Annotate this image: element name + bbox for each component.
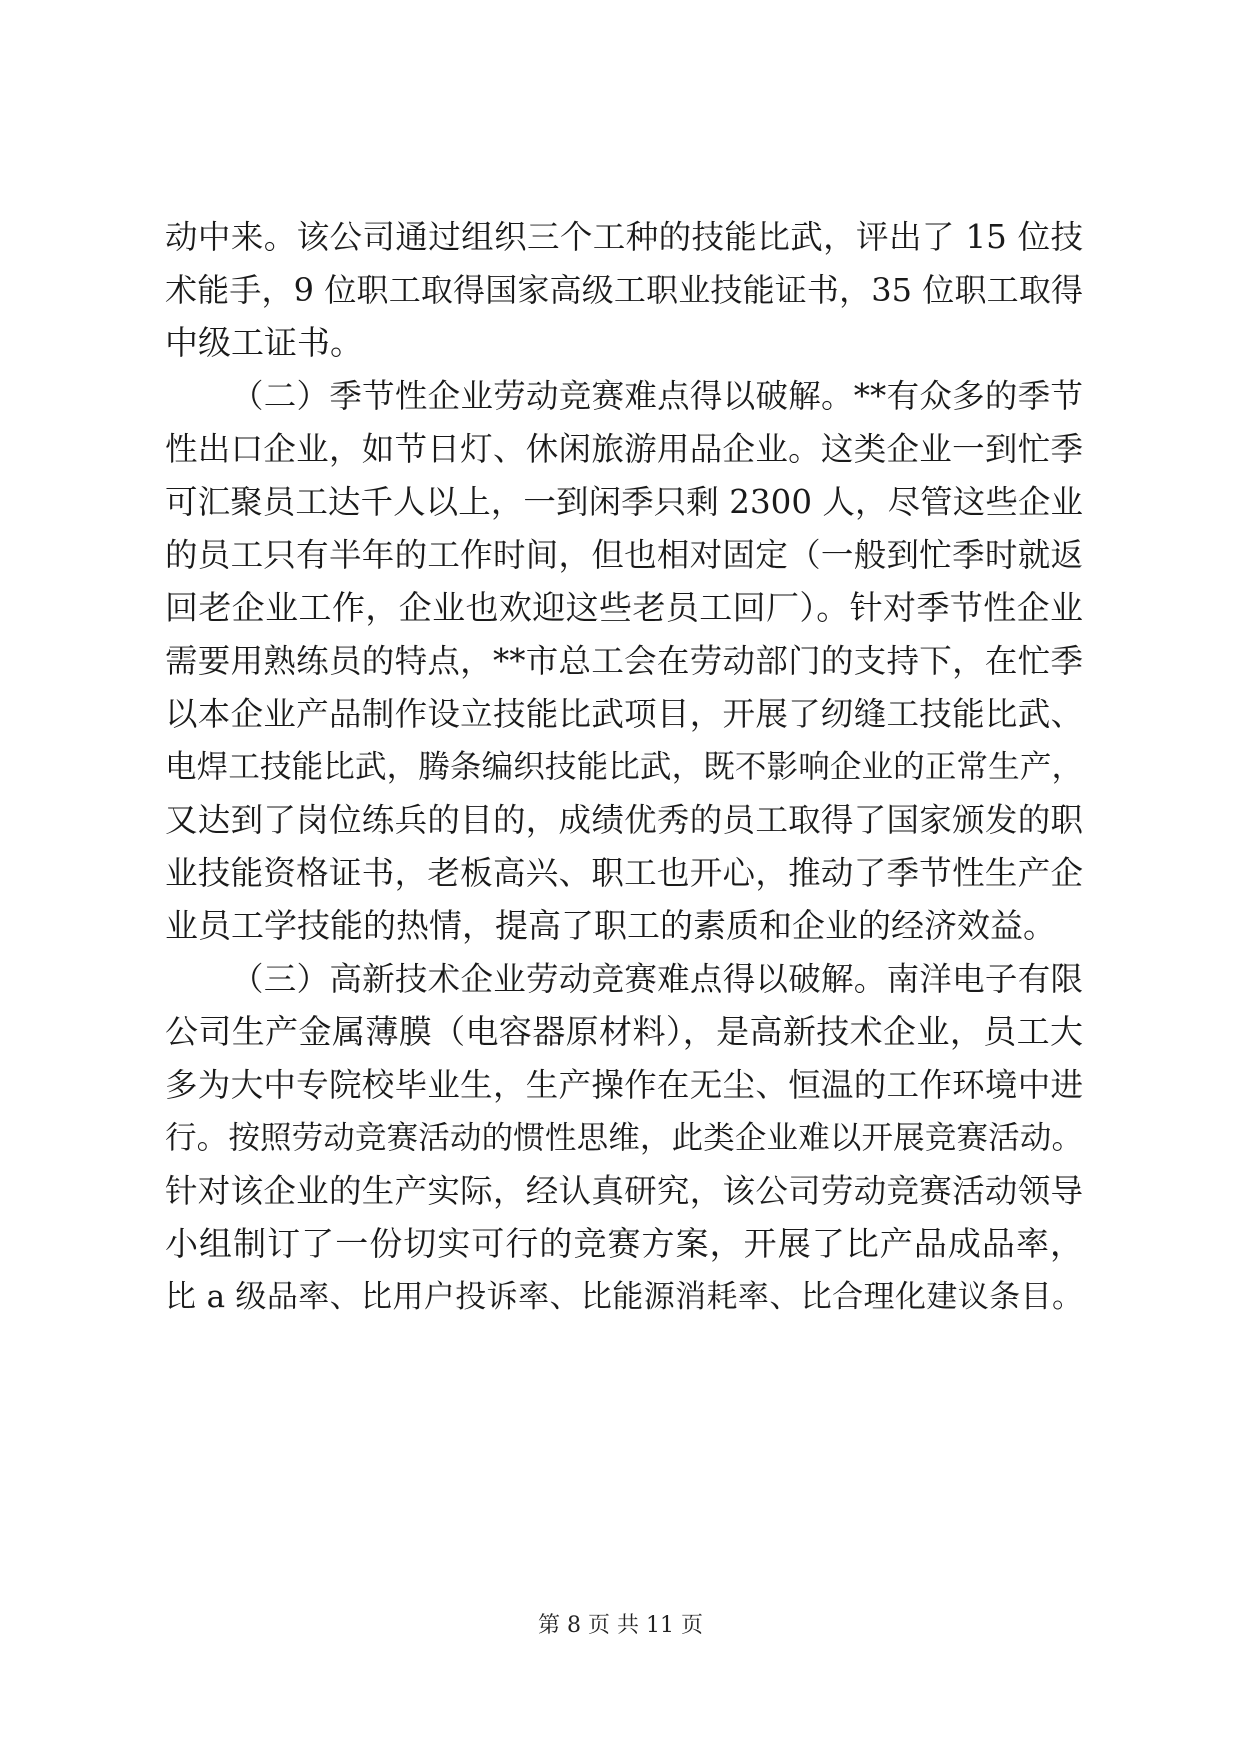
text-line: 可汇聚员工达千人以上，一到闲季只剩 2300 人，尽管这些企业 — [165, 483, 1083, 521]
text-line: 又达到了岗位练兵的目的，成绩优秀的员工取得了国家颁发的职 — [165, 801, 1083, 839]
text-line: 中级工证书。 — [165, 323, 363, 362]
text-line: 的员工只有半年的工作时间，但也相对固定（一般到忙季时就返 — [165, 536, 1083, 574]
text-line: 业技能资格证书，老板高兴、职工也开心，推动了季节性生产企 — [165, 854, 1083, 892]
text-line: （二）季节性企业劳动竞赛难点得以破解。**有众多的季节 — [231, 377, 1083, 415]
text-line: 多为大中专院校毕业生，生产操作在无尘、恒温的工作环境中进 — [165, 1066, 1083, 1104]
text-line: 小组制订了一份切实可行的竞赛方案，开展了比产品成品率， — [165, 1224, 1083, 1263]
page-footer: 第 8 页 共 11 页 — [538, 1613, 703, 1638]
text-line: 动中来。该公司通过组织三个工种的技能比武，评出了 15 位技 — [165, 218, 1083, 256]
text-line: 行。按照劳动竞赛活动的惯性思维，此类企业难以开展竞赛活动。 — [165, 1120, 1083, 1156]
text-line: 电焊工技能比武，腾条编织技能比武，既不影响企业的正常生产， — [165, 749, 1083, 785]
text-line: 以本企业产品制作设立技能比武项目，开展了纫缝工技能比武、 — [165, 695, 1083, 733]
text-line: 业员工学技能的热情，提高了职工的素质和企业的经济效益。 — [165, 906, 1056, 945]
text-line: （三）高新技术企业劳动竞赛难点得以破解。南洋电子有限 — [231, 960, 1083, 998]
text-line: 公司生产金属薄膜（电容器原材料），是高新技术企业，员工大 — [165, 1012, 1083, 1051]
text-line: 回老企业工作，企业也欢迎这些老员工回厂）。针对季节性企业 — [165, 588, 1083, 627]
text-line: 比 a 级品率、比用户投诉率、比能源消耗率、比合理化建议条目。 — [165, 1279, 1083, 1315]
text-line: 性出口企业，如节日灯、休闲旅游用品企业。这类企业一到忙季 — [165, 430, 1083, 468]
text-line: 需要用熟练员的特点，**市总工会在劳动部门的支持下，在忙季 — [165, 642, 1083, 680]
text-line: 针对该企业的生产实际，经认真研究，该公司劳动竞赛活动领导 — [165, 1172, 1083, 1210]
text-line: 术能手，9 位职工取得国家高级工职业技能证书，35 位职工取得 — [165, 271, 1083, 309]
